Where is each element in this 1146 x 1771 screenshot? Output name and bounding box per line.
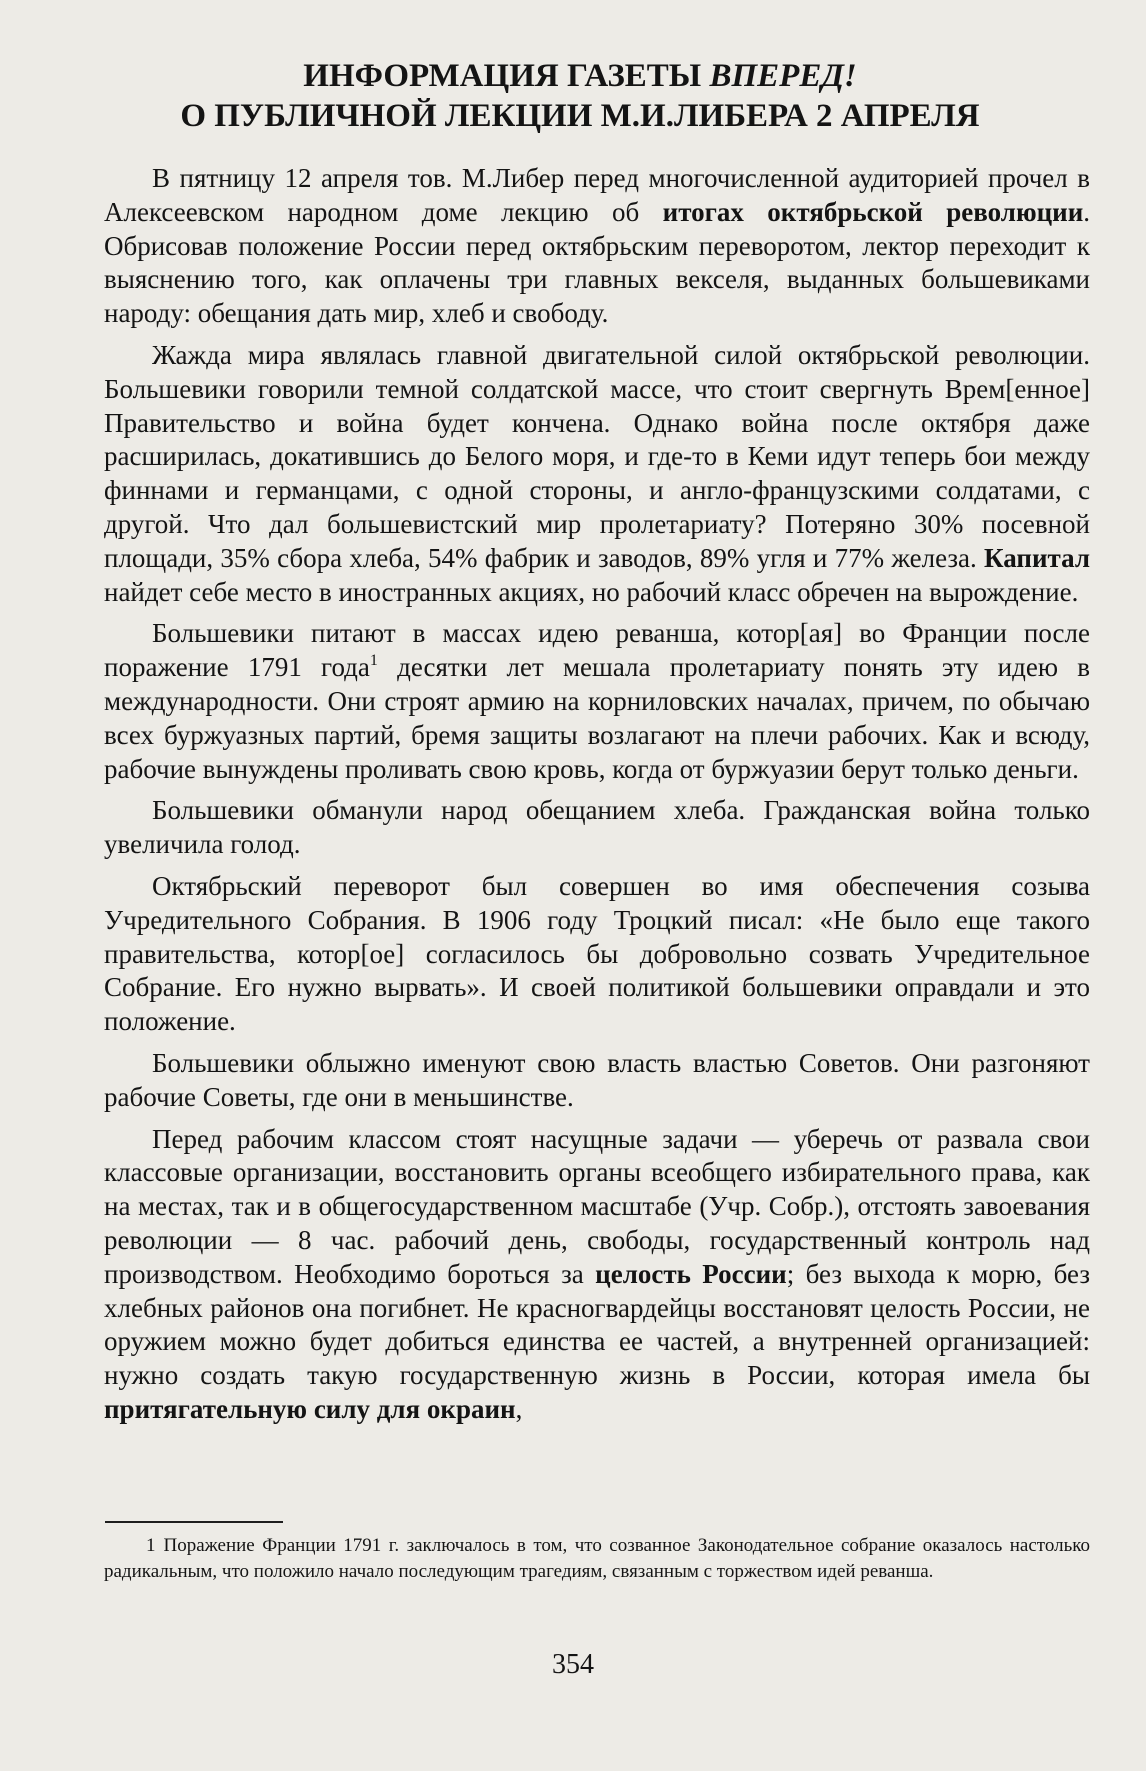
paragraph-7-text-e: ,	[515, 1393, 523, 1424]
paragraph-2	[104, 339, 1090, 609]
page-number: 354	[552, 1649, 594, 1680]
paragraph-5: Октябрьский переворот был совершен во имя обеспечения созыва Учредительного Собрания. В 1906 году Троцкий писал: «Не было еще такого правительства, котор[ое] согласилось бы добровольно созвать Учредительное Собрание. Его нужно вырвать». И своей политикой большевики оправдали и это положение.	[104, 870, 1090, 1037]
paragraph-1	[104, 162, 1090, 331]
paragraph-2-text-a: Жажда мира являлась главной двигательной силой октябрьской революции. Большевики говорили темной солдатской массе, что стоит свергнуть Врем[енное] Правительство и война будет кончена. Однако война после октября даже расширилась, докатившись до Белого моря, и где-то в Кеми идут теперь бои между финнами и германцами, с одной стороны, и англо-французскими солдатами, с другой. Что дал большевистский мир пролетариату? Потеряно 30% посевной площади, 35% сбора хлеба, 54% фабрик и заводов, 89% угля и 77% железа.	[104, 339, 1090, 573]
paragraph-1-text-a: В пятницу 12 апреля тов. М.Либер перед многочисленной аудиторией прочел в Алексеевском народном доме лекцию об	[104, 163, 1090, 227]
newspaper-name: ВПЕРЕД!	[709, 58, 857, 94]
article-title	[90, 56, 1070, 136]
title-line-1	[90, 56, 1070, 96]
paragraph-3-text-b: десятки лет мешала пролетариату понять эту идею в международности. Они строят армию на корниловских началах, причем, по обычаю всех буржуазных партий, бремя защиты возлагают на плечи рабочих. Как и всюду, рабочие вынуждены проливать свою кровь, когда от буржуазии берут только деньги.	[104, 652, 1090, 784]
footnote	[104, 1533, 1090, 1585]
paragraph-3	[104, 617, 1090, 786]
paragraph-1-bold: итогах октябрьской революции	[662, 196, 1084, 227]
article-body	[104, 162, 1090, 1427]
paragraph-7-text-c: ; без выхода к морю, без хлебных районов она погибнет. Не красногвардейцы восстановят целость России, не оружием можно будет добиться единства ее частей, а внутренней организацией: нужно создать такую государственную жизнь в России, которая имела бы	[104, 1258, 1090, 1391]
title-line-2: О ПУБЛИЧНОЙ ЛЕКЦИИ М.И.ЛИБЕРА 2 АПРЕЛЯ	[180, 98, 980, 134]
paragraph-2-text-c: найдет себе место в иностранных акциях, но рабочий класс обречен на вырождение.	[104, 576, 1079, 607]
title-prefix: ИНФОРМАЦИЯ ГАЗЕТЫ	[303, 58, 710, 94]
paragraph-2-bold: Капитал	[984, 542, 1090, 573]
footnote-text: Поражение Франции 1791 г. заключалось в том, что созванное Законодательное собрание оказалось настолько радикальным, что положило начало последующим трагедиям, связанным с торжеством идей реванша.	[104, 1535, 1090, 1582]
paragraph-7-bold-1: целость России	[595, 1258, 787, 1289]
paragraph-7	[104, 1123, 1090, 1427]
paragraph-1-text-c: . Обрисовав положение России перед октябрьским переворотом, лектор переходит к выяснению того, как оплачены три главных векселя, выданных большевиками народу: обещания дать мир, хлеб и свободу.	[104, 196, 1090, 329]
paragraph-7-bold-2: притягательную силу для окраин	[104, 1393, 516, 1424]
footnote-divider	[105, 1521, 283, 1523]
footnote-reference: 1	[369, 652, 378, 670]
footnote-mark: 1	[146, 1535, 156, 1556]
paragraph-6: Большевики облыжно именуют свою власть властью Советов. Они разгоняют рабочие Советы, где они в меньшинстве.	[104, 1047, 1090, 1112]
paragraph-4: Большевики обманули народ обещанием хлеба. Гражданская война только увеличила голод.	[104, 795, 1090, 860]
paragraph-7-text-a: Перед рабочим классом стоят насущные задачи — уберечь от развала свои классовые организации, восстановить органы всеобщего избирательного права, как на местах, так и в общегосударственном масштабе (Учр. Собр.), отстоять завоевания революции — 8 час. рабочий день, свободы, государственный контроль над производством. Необходимо бороться за	[104, 1123, 1090, 1289]
paragraph-3-text-a: Большевики питают в массах идею реванша, котор[ая] во Франции после поражение 1791 года	[104, 618, 1090, 683]
